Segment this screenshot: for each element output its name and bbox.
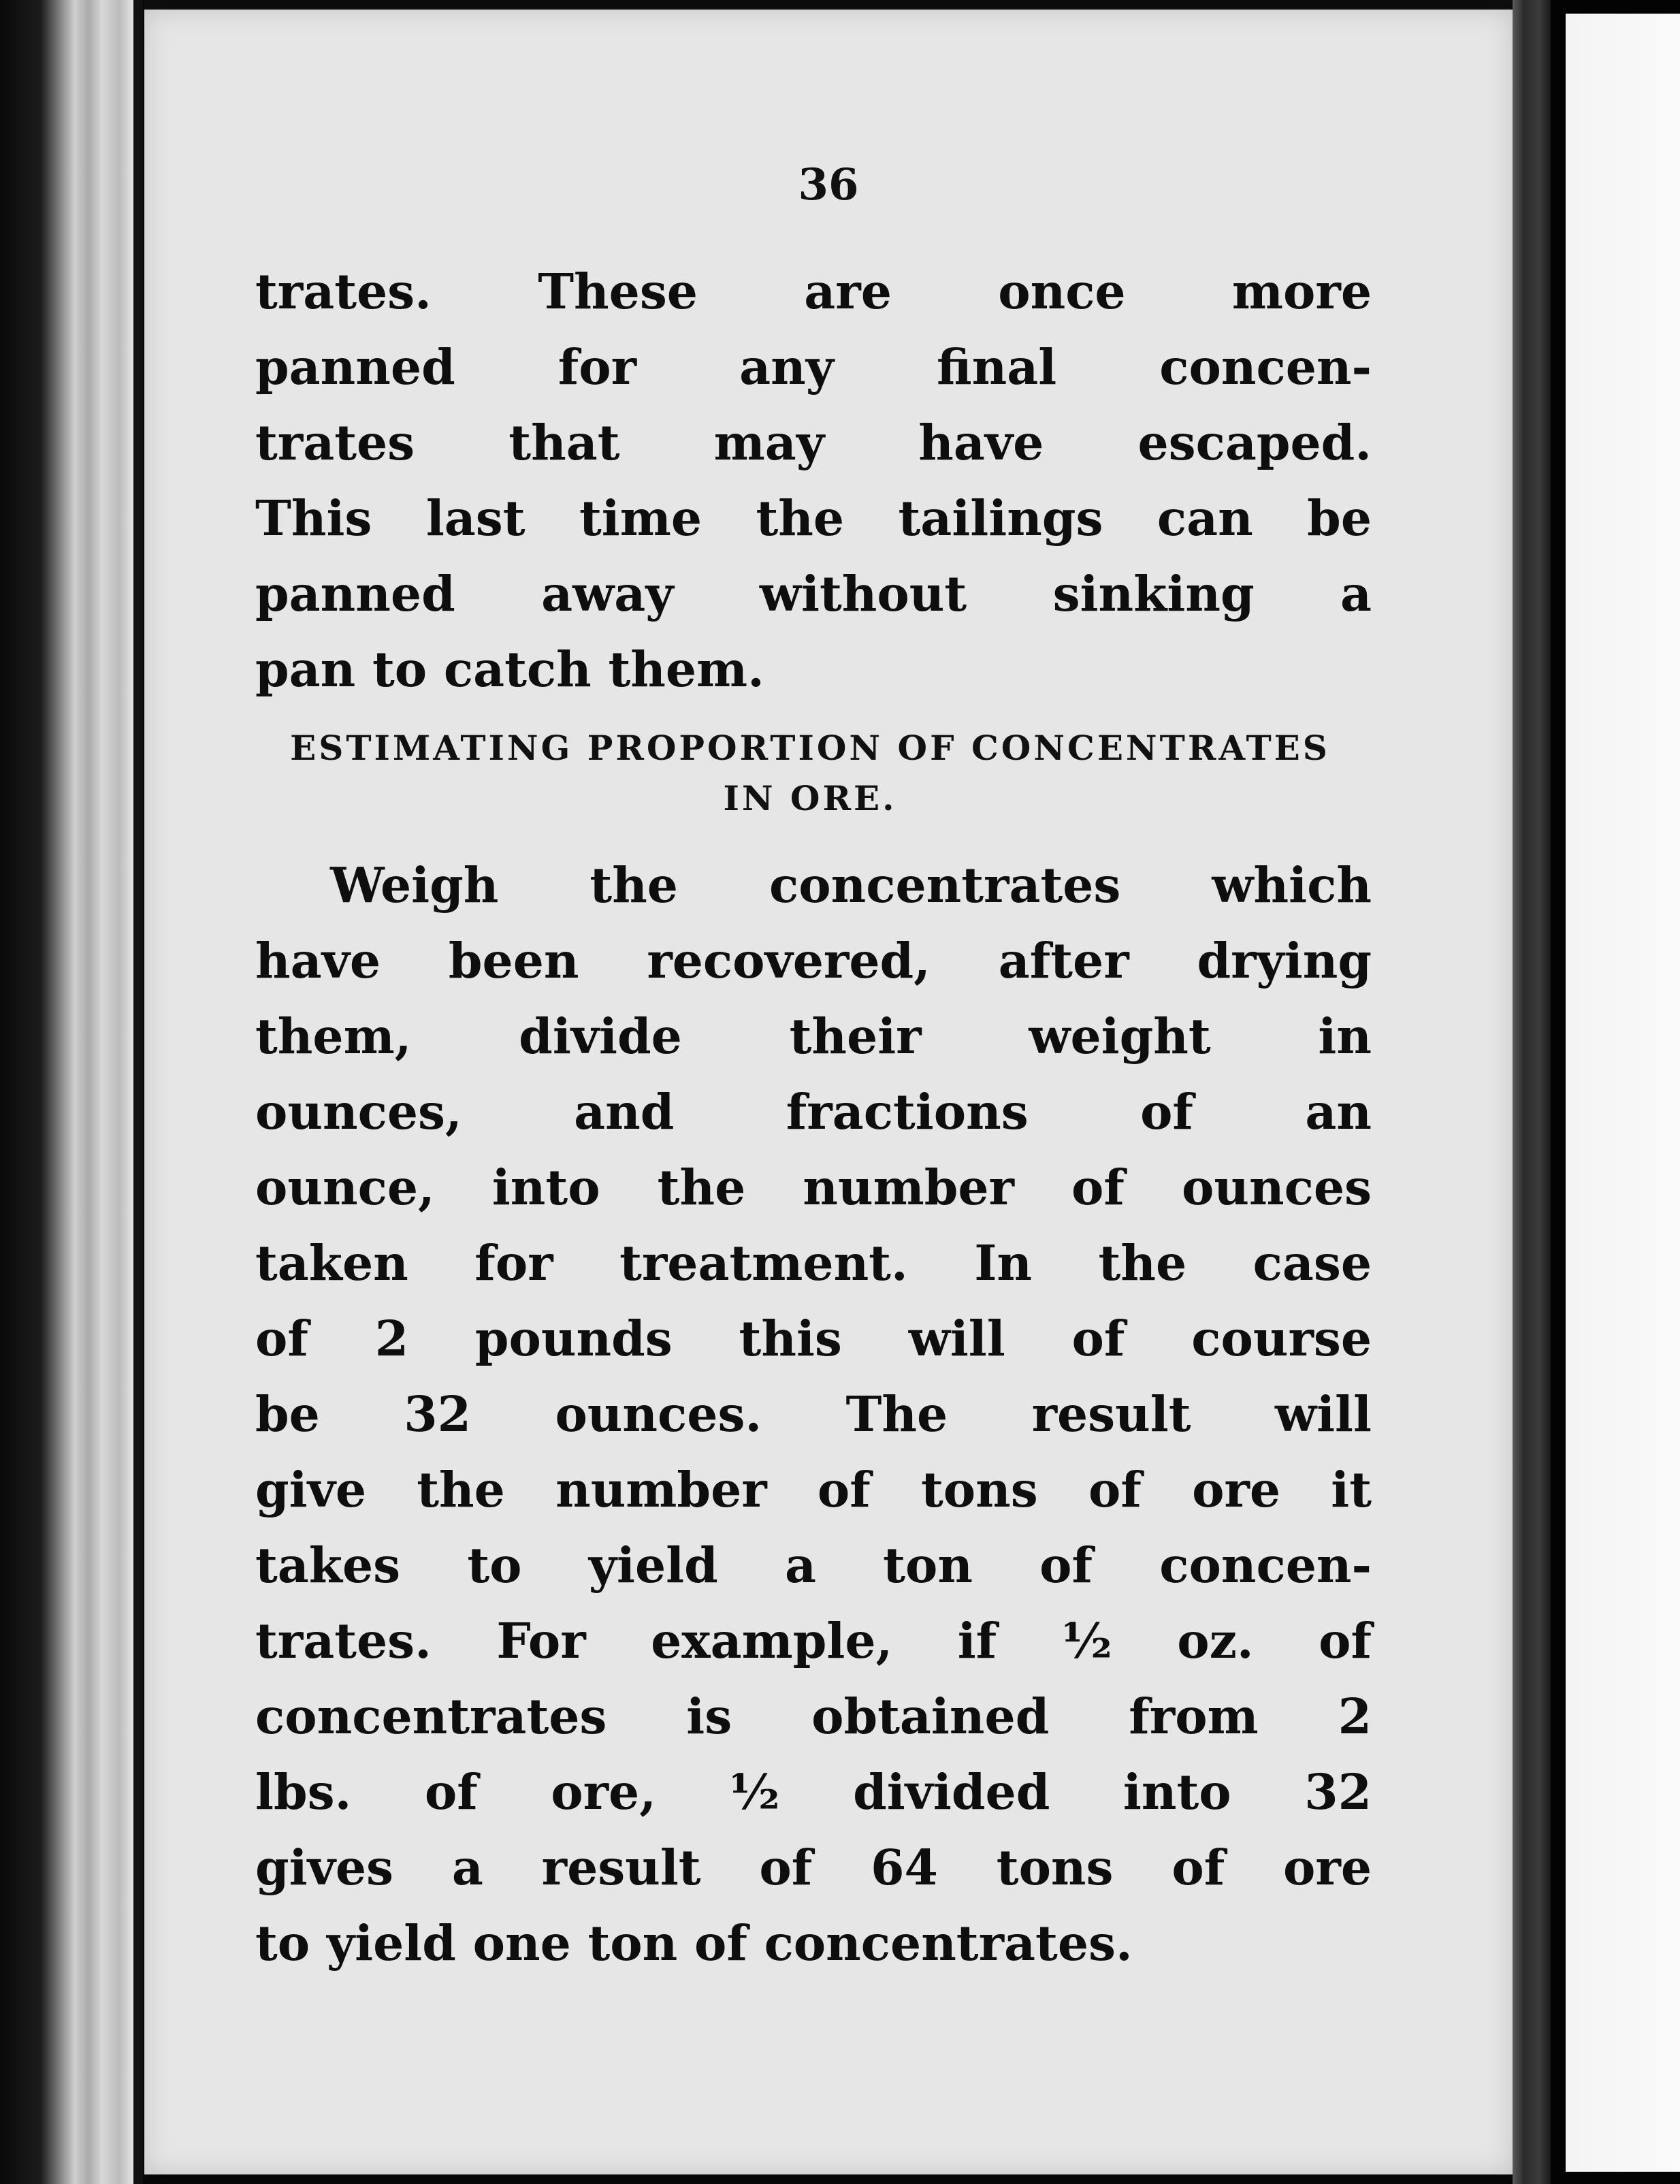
paragraph-body [255,848,1372,1981]
heading-line: IN ORE. [723,778,897,818]
text-line: to yield one ton of concentrates. [255,1914,1133,1972]
gutter-line [133,0,143,2184]
text-line: be 32 ounces. The result will [255,1385,1372,1443]
text-line: trates that may have escaped. [255,414,1372,471]
text-line: have been recovered, after drying [255,932,1372,989]
text-line: lbs. of ore, ½ divided into 32 [255,1763,1372,1820]
book-fore-edge [1513,0,1551,2184]
adjacent-page-sliver [1566,14,1680,2172]
text-line: them, divide their weight in [255,1008,1372,1065]
text-line: panned for any final concen- [255,338,1372,396]
section-heading [255,723,1365,824]
text-line: pan to catch them. [255,641,764,698]
paragraph-continuation [255,254,1372,707]
text-line: gives a result of 64 tons of ore [255,1839,1372,1896]
text-line: give the number of tons of ore it [255,1461,1372,1518]
text-line: This last time the tailings can be [255,489,1372,547]
text-line: takes to yield a ton of concen- [255,1537,1372,1594]
text-line: concentrates is obtained from 2 [255,1688,1372,1745]
text-line: trates. These are once more [255,263,1372,320]
heading-line: ESTIMATING PROPORTION OF CONCENTRATES [290,728,1330,768]
text-line: taken for treatment. In the case [255,1234,1372,1291]
text-line: panned away without sinking a [255,565,1372,622]
page-number: 36 [798,159,859,210]
text-line: Weigh the concentrates which [330,856,1372,914]
text-line: trates. For example, if ½ oz. of [255,1612,1372,1669]
text-line: of 2 pounds this will of course [255,1310,1372,1367]
text-line: ounce, into the number of ounces [255,1159,1372,1216]
text-line: ounces, and fractions of an [255,1083,1372,1140]
book-binding-edge [0,0,143,2184]
